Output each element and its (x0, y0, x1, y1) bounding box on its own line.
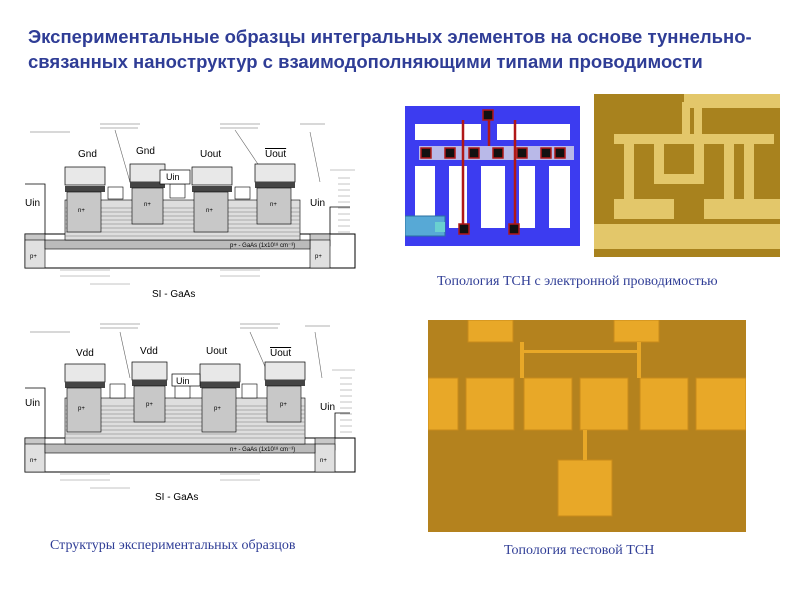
cross-section-bottom (20, 318, 370, 508)
label-uout-bar: Uout (270, 348, 292, 359)
label-uout: Uout (200, 149, 222, 160)
label-contact-right: n+ (320, 458, 327, 464)
label-vdd-1: Vdd (76, 348, 94, 359)
label-uin-left: Uin (25, 198, 41, 209)
label-uin-mid: Uin (166, 172, 180, 182)
label-substrate-layer: p+ - GaAs (1x10¹⁸ cm⁻³) (230, 243, 296, 249)
label-gnd-2: Gnd (136, 146, 155, 157)
label-uout: Uout (206, 346, 228, 357)
label-uin-left: Uin (25, 398, 41, 409)
cross-section-top (20, 112, 370, 312)
label-layer-3: n+ (206, 208, 213, 214)
label-uin-right: Uin (320, 402, 336, 413)
label-layer-4: p+ (280, 402, 287, 408)
label-layer-2: n+ (144, 202, 151, 208)
label-gnd-1: Gnd (78, 149, 97, 160)
label-uin-mid: Uin (176, 376, 190, 386)
label-substrate: SI - GaAs (152, 289, 196, 300)
label-layer-1: p+ (78, 406, 85, 412)
topology-electron-photo (594, 94, 780, 257)
label-layer-2: p+ (146, 402, 153, 408)
label-substrate: SI - GaAs (155, 492, 199, 503)
label-contact-left: p+ (30, 254, 37, 260)
label-uout-bar: Uout (265, 149, 287, 160)
label-layer-4: n+ (270, 202, 277, 208)
caption-topology-electron: Топология ТСН с электронной проводимостью (437, 274, 718, 289)
caption-structures: Структуры экспериментальных образцов (50, 538, 296, 553)
slide-title: Экспериментальные образцы интегральных элементов на основе туннельно-связанных наноструктур с взаимодополняющими типами проводимости (28, 26, 752, 72)
topology-test-photo (428, 320, 746, 532)
label-layer-3: p+ (214, 406, 221, 412)
label-uin-right: Uin (310, 198, 326, 209)
label-substrate-layer: n+ - GaAs (1x10¹⁸ cm⁻³) (230, 447, 296, 453)
label-contact-right: p+ (315, 254, 322, 260)
caption-topology-test: Топология тестовой ТСН (504, 543, 655, 558)
topology-layout-image (405, 106, 580, 246)
label-vdd-2: Vdd (140, 346, 158, 357)
label-layer-1: n+ (78, 208, 85, 214)
label-contact-left: n+ (30, 458, 37, 464)
